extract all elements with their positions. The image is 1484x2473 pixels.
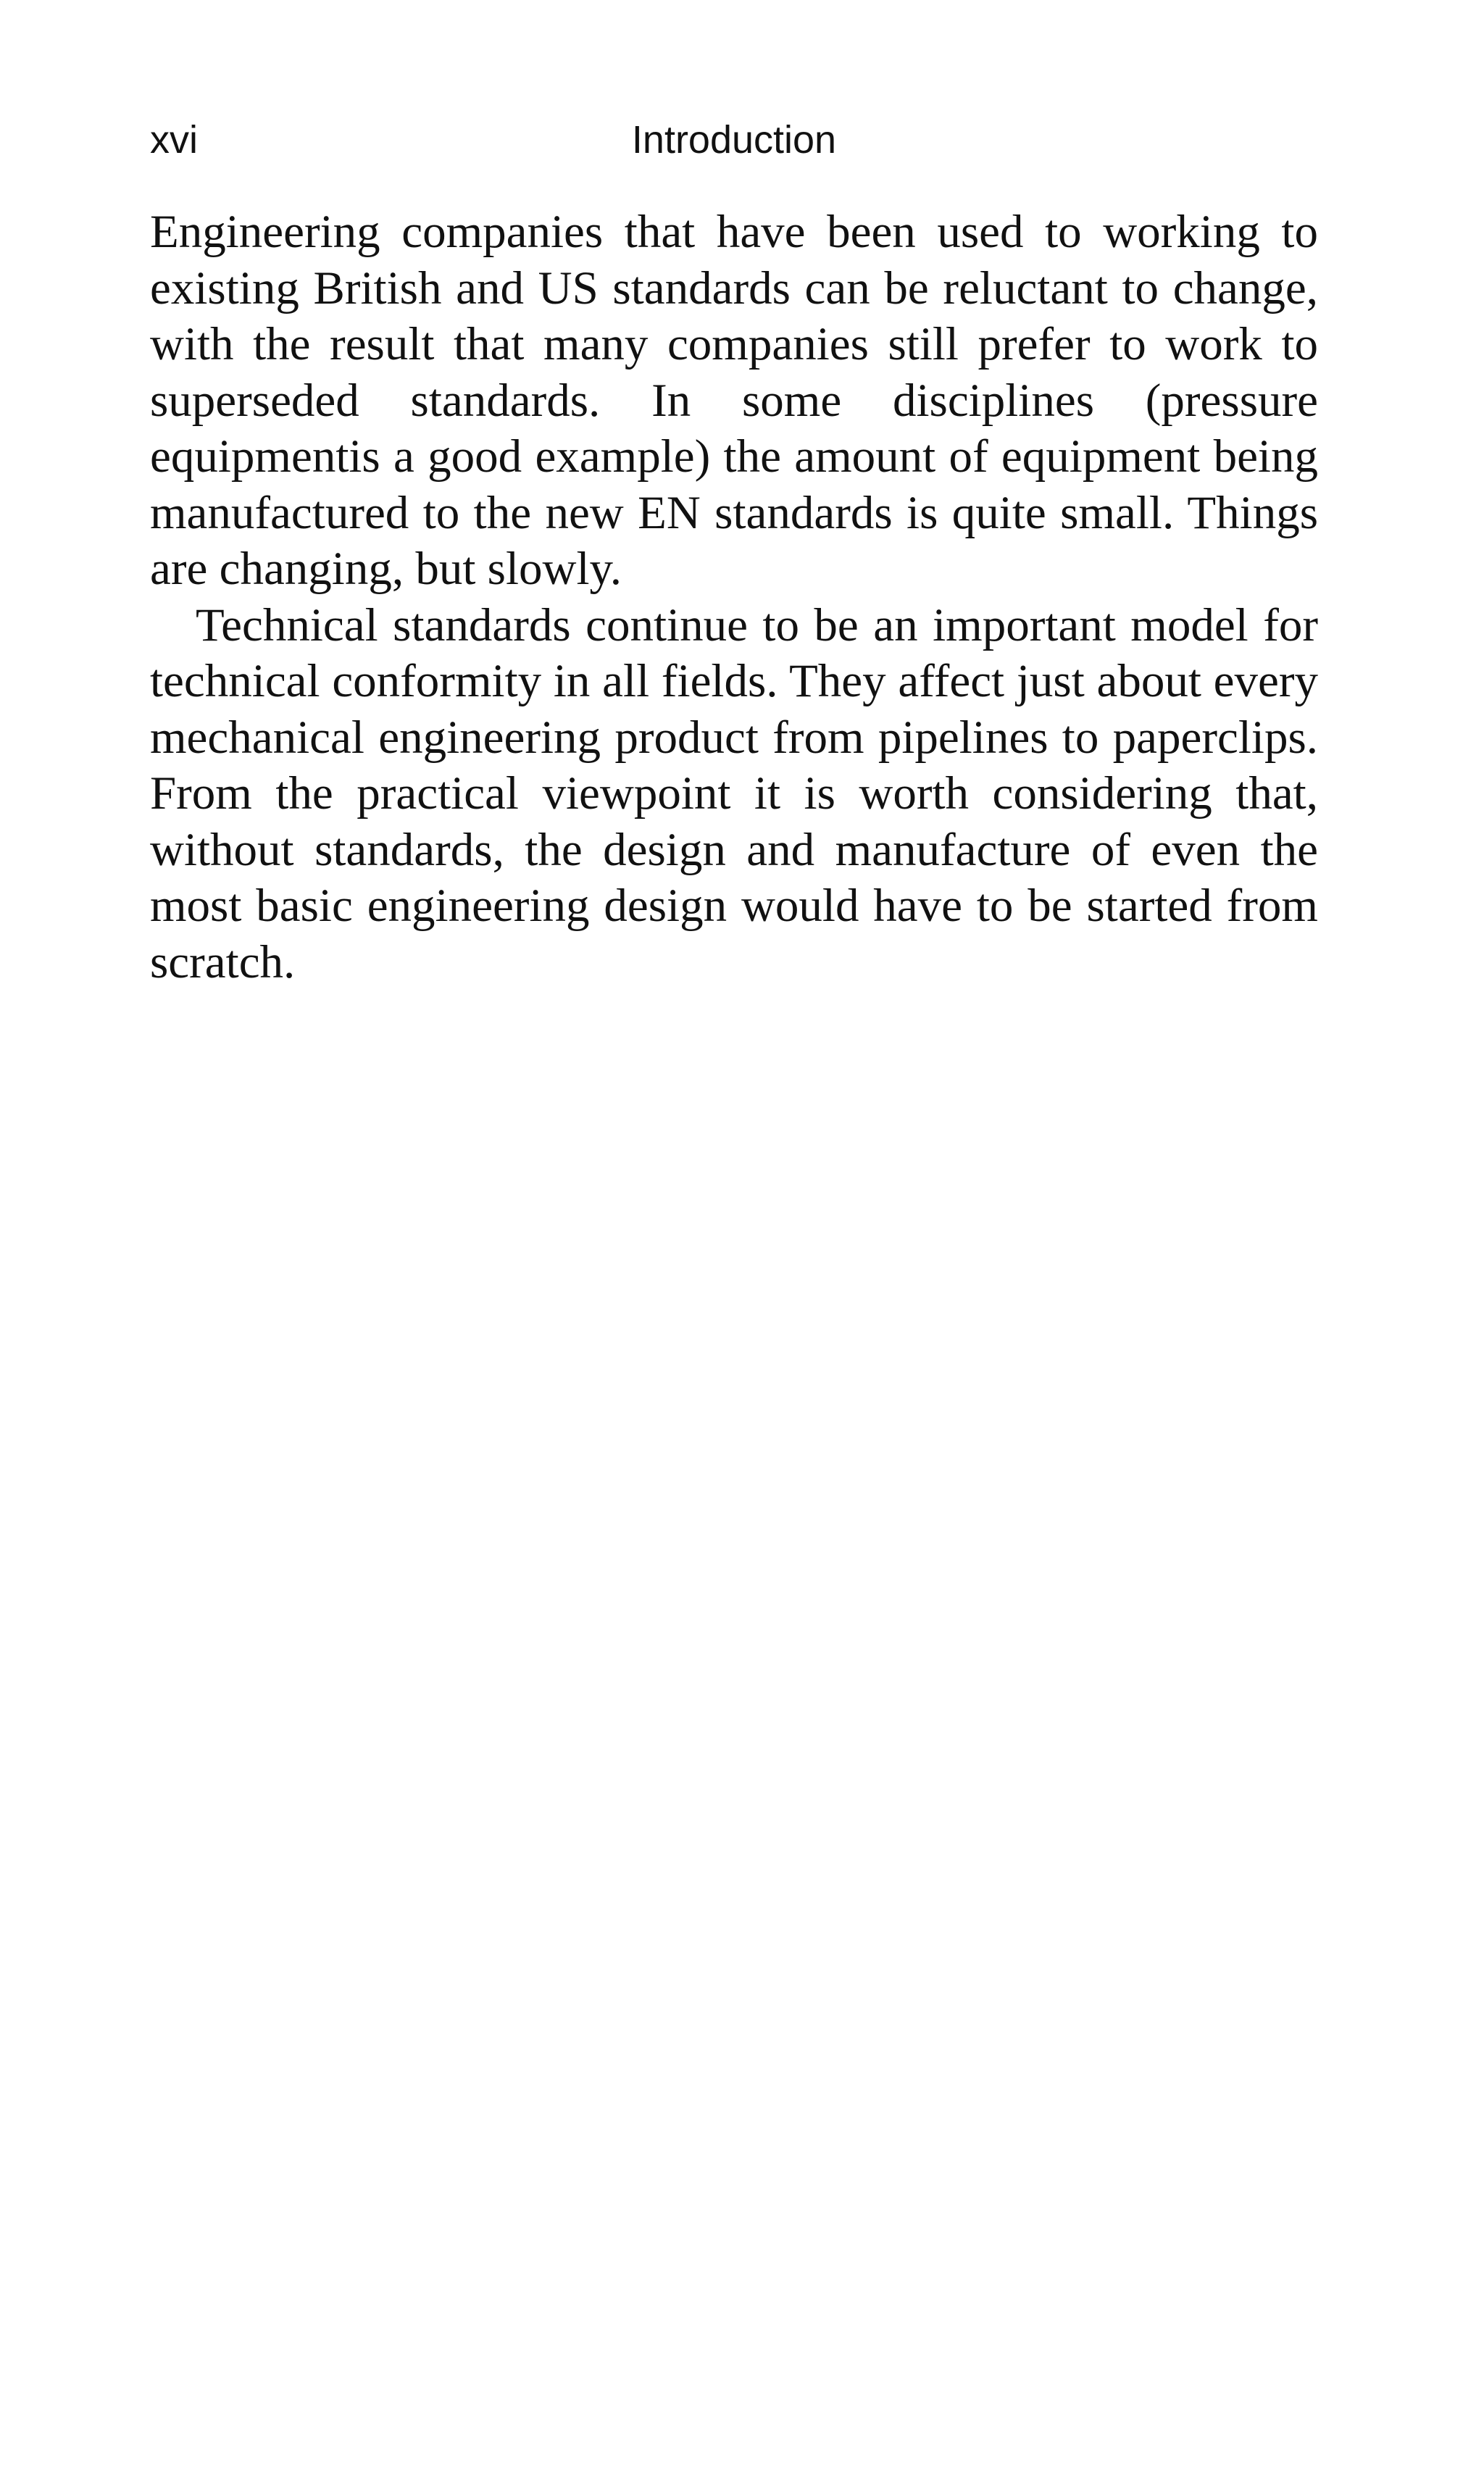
paragraph-1: Engineering companies that have been used to working to existing British and US standards can be reluctant to change, with the result that many companies still prefer to work to superseded standards. In some disciplines (pressure equipmentis a good example) the amount of equipment being manufactured to the new EN standards is quite small. Things are changing, but slowly. bbox=[150, 206, 1318, 595]
paragraph-2: Technical standards continue to be an important model for technical conformity in all fields. They affect just about every mechanical engineering product from pipelines to paperclips. From the practical viewpoint it is worth considering that, without standards, the design and manufacture of even the most basic engineering design would have to be started from scratch. bbox=[150, 599, 1318, 988]
section-title: Introduction bbox=[631, 118, 837, 162]
running-header bbox=[150, 114, 1318, 165]
body-text bbox=[150, 204, 1318, 991]
page-number: xvi bbox=[150, 118, 198, 162]
